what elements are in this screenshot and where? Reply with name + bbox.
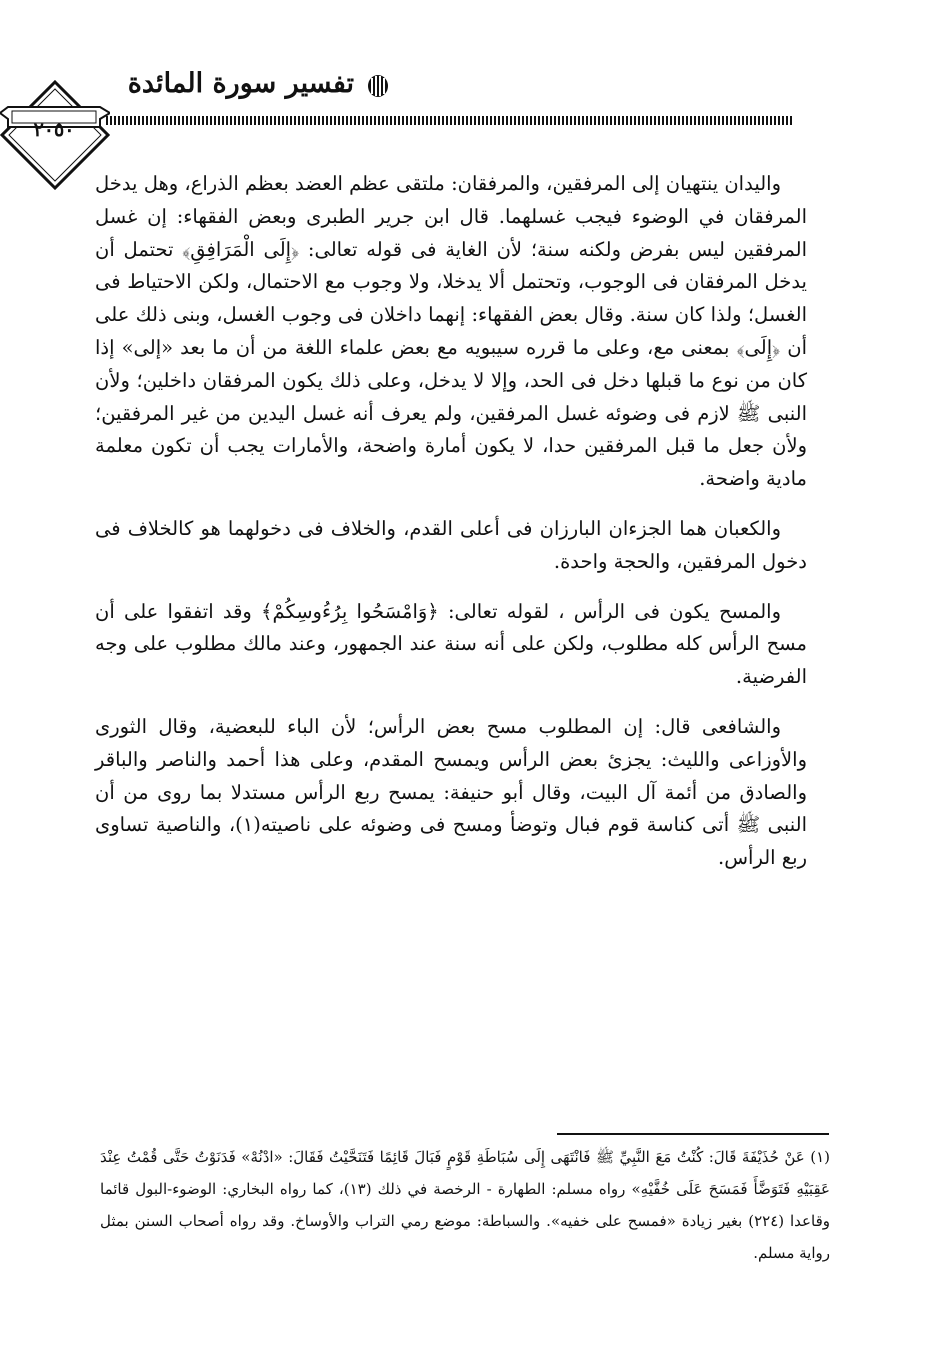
page-number-badge (0, 80, 110, 190)
header-rule (106, 116, 792, 125)
page-number: ٢٠٥٠ (33, 119, 75, 141)
paragraph: والكعبان هما الجزءان البارزان فى أعلى القدم، والخلاف فى دخولهما هو كالخلاف فى دخول المرفقين، والحجة واحدة. (95, 516, 807, 573)
main-text (95, 168, 807, 892)
ornament-icon (366, 73, 390, 99)
paragraph: والمسح يكون فى الرأس ، لقوله تعالى: ﴿وَامْسَحُوا بِرُءُوسِكُمْ﴾ وقد اتفقوا على أن مسح الرأس كله مطلوب، ولكن على أنه سنة عند الجمهور، وعند مالك مطلوب على وجه الفرضية. (95, 599, 807, 689)
paragraph: واليدان ينتهيان إلى المرفقين، والمرفقان: ملتقى عظم العضد بعظم الذراع، وهل يدخل المرفقان في الوضوء فيجب غسلهما. قال ابن جرير الطبرى وبعض الفقهاء: إن غسل المرفقين ليس بفرض ولكنه سنة؛ لأن الغاية فى قوله تعالى: ﴿إِلَى الْمَرَافِقِ﴾ تحتمل أن يدخل المرفقان فى الوجوب، وتحتمل ألا يدخلا، ولا وجوب مع الاحتمال، ولكن الاحتياط فى الغسل؛ ولذا كان سنة. وقال بعض الفقهاء: إنهما داخلان فى وجوب الغسل، وبنى ذلك على أن ﴿إِلَى﴾ بمعنى مع، وعلى ما قرره سيبويه مع بعض علماء اللغة من أن ما بعد «إلى» إذا كان من نوع ما قبلها دخل فى الحد، وإلا لا يدخل، وعلى ذلك يكون المرفقان داخلين؛ ولأن النبى ﷺ لازم فى وضوئه غسل المرفقين، ولم يعرف أنه غسل اليدين من غير المرفقين؛ ولأن جعل ما قبل المرفقين حدا، لا يكون أمارة واضحة، والأمارات يجب أن تكون معلمة مادية واضحة. (95, 172, 807, 491)
footnotes (100, 1141, 830, 1269)
footnote-separator (557, 1133, 829, 1135)
page-header (0, 58, 932, 168)
paragraph: والشافعى قال: إن المطلوب مسح بعض الرأس؛ لأن الباء للبعضية، وقال الثورى والأوزاعى والليث: يجزئ بعض الرأس ويمسح المقدم، وعلى هذا أحمد والناصر والباقر والصادق من أئمة آل البيت، وقال أبو حنيفة: يمسح ربع الرأس مستدلا بما روى من أن النبى ﷺ أتى كناسة قوم فبال وتوضأ ومسح فى وضوئه على ناصيته(١)، والناصية تساوى ربع الرأس. (95, 714, 807, 870)
footnote: (١) عَنْ حُذَيْفَةَ قَالَ: كُنْتُ مَعَ النَّبِيِّ ﷺ فَانْتَهَى إِلَى سُبَاطَةِ قَوْمٍ فَبَالَ قَائِمًا فَتَنَحَّيْتُ فَقَالَ: «ادْنُهْ» فَدَنَوْتُ حَتَّى قُمْتُ عِنْدَ عَقِبَيْهِ فَتَوَضَّأَ فَمَسَحَ عَلَى خُفَّيْهِ» رواه مسلم: الطهارة - الرخصة في ذلك (١٣)، كما رواه البخاري: الوضوء-البول قائما وقاعدا (٢٢٤) بغير زيادة «فمسح على خفيه». والسباطة: موضع رمي التراب والأوساخ. وقد رواه أصحاب السنن بمثل رواية مسلم. (100, 1148, 830, 1262)
running-title: تفسير سورة المائدة (127, 68, 354, 99)
